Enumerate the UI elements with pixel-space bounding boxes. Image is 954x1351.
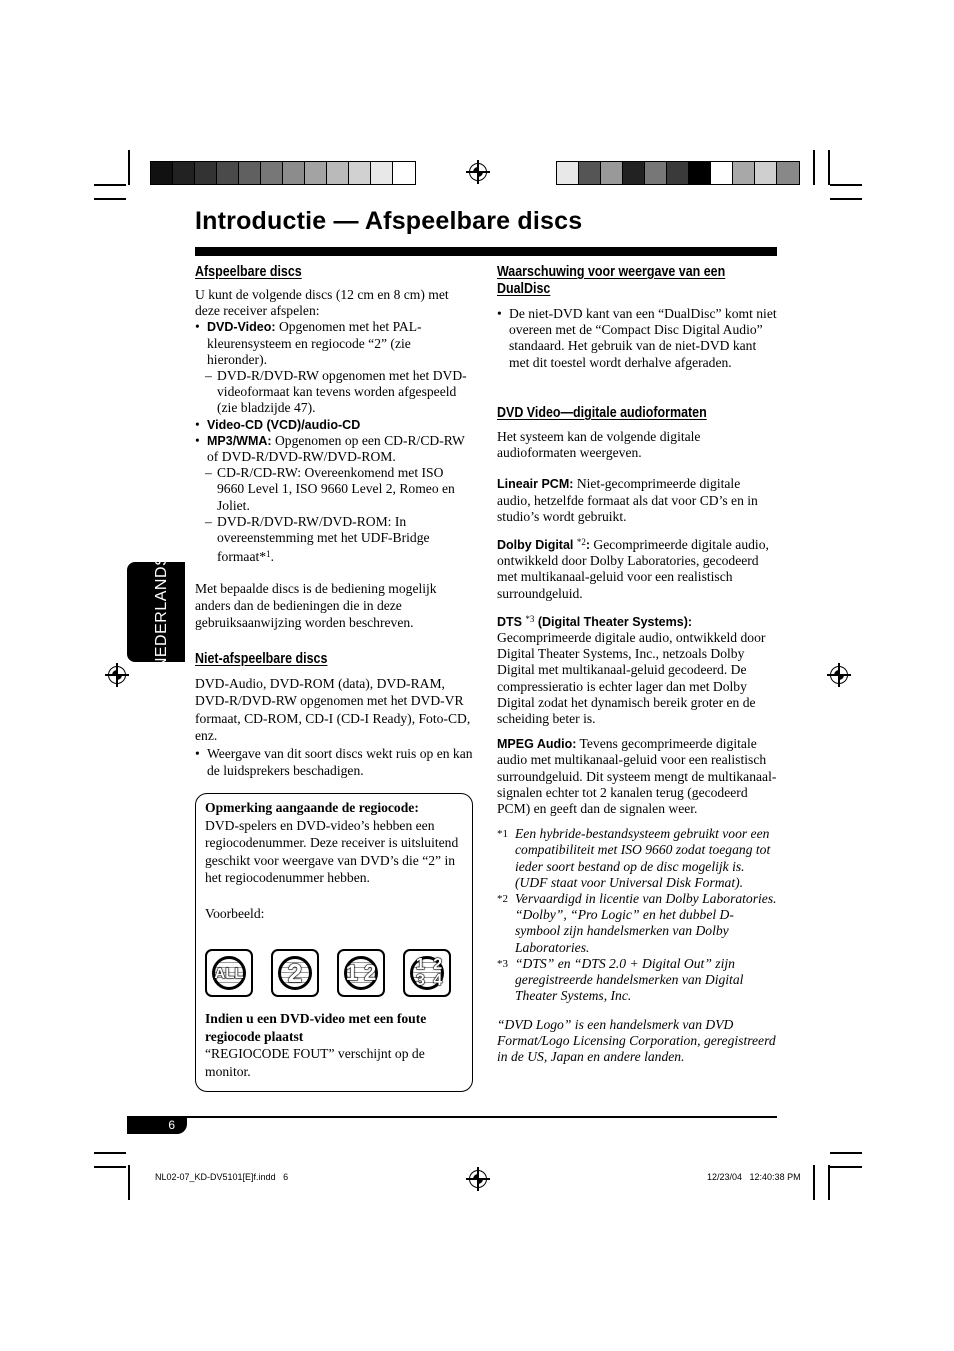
right-column-dualdisc (497, 264, 777, 371)
crop-mark (828, 150, 830, 185)
list-item: • De niet-DVD kant van een “DualDisc” komt niet overeen met de “Compact Disc Digital Audio” standaard. Het gebruik van de niet-DVD kant met dit toestel wordt derhalve afgeraden. (497, 306, 777, 371)
box-text: DVD-spelers en DVD-video’s hebben een regiocodenummer. Deze receiver is uitsluitend geschikt voor weergave van DVD’s die “2” in het regiocodenummer hebben. (205, 817, 459, 886)
region-all-icon: ALL (205, 949, 253, 997)
left-column (195, 264, 473, 565)
crop-mark (828, 1165, 830, 1200)
region-1-2-3-4-icon: 1 2 3 4 (403, 949, 451, 997)
section-heading-audio-formats: DVD Video—digitale audioformaten (497, 405, 707, 421)
footnote-2: *2 Vervaardigd in licentie van Dolby Laboratories. “Dolby”, “Pro Logic” en het dubbel D-symbool zijn handelsmerken van Dolby Laboratories. (497, 891, 777, 955)
color-swatch (755, 162, 777, 184)
section-heading-playable: Afspeelbare discs (195, 264, 302, 280)
color-swatch (601, 162, 623, 184)
color-swatch (327, 162, 349, 184)
left-nonplayable: Niet-afspeelbare discs DVD-Audio, DVD-ROM (data), DVD-RAM, DVD-R/DVD-RW opgenomen met het DVD-VR formaat, CD-ROM, CD-I (CD-I Ready), Foto-CD, enz. • Weergave van dit soort discs wekt ruis op en kan de luidsprekers beschadigen. (195, 651, 473, 779)
crop-mark (830, 1166, 862, 1168)
color-swatch (557, 162, 579, 184)
crop-mark (128, 1165, 130, 1200)
color-swatch (623, 162, 645, 184)
crop-mark (94, 1152, 126, 1154)
example-label: Voorbeeld: (205, 905, 265, 921)
crop-mark (94, 1166, 126, 1168)
right-column-audio: DVD Video—digitale audioformaten Het systeem kan de volgende digitale audioformaten weergeven. Lineair PCM: Niet-gecomprimeerde digitale audio, hetzelfde formaat als dat voor CD’s en in studio’s wordt gebruikt. Dolby Digital $^{*2}$: Gecomprimeerde digitale audio, ontwikkeld door Dolby Laboratories, gecodeerd met multikanaal-geluid voor een realistisch surroundgeluid. DTS $^{*3}$ (Digital Theater Systems): Gecomprimeerde digitale audio, ontwikkeld door Digital Theater Systems, Inc., netzoals Dolby Digital met multikanaal-geluid gecodeerd. De compressieratio is echter lager dan met Dolby Digital zodat het dynamisch bereik groter en de scheiding beter is. MPEG Audio: Tevens gecomprimeerde digitale audio met multikanaal-geluid voor een realistisch surroundgeluid. Dit systeem mengt de multikanaal-signalen echter tot 2 kanalen terug (gecodeerd PCM) en geeft dan de signalen weer. *1 Een hybride-bestandsysteem gebruikt voor een compatibiliteit met ISO 9660 zodat toegang tot ieder soort bestand op de disc mogelijk is. (UDF staat voor Universal Disk Format). *2 Vervaardigd in licentie van Dolby Laboratories. “Dolby”, “Pro Logic” en het dubbel D-symbool zijn handelsmerken van Dolby Laboratories. *3 “DTS” en “DTS 2.0 + Digital Out” zijn geregistreerde handelsmerken van Digital Theater Systems, Inc. “DVD Logo” is een handelsmerk van DVD Format/Logo Licensing Corporation, geregistreerd in de US, Japan en andere landen. (497, 405, 777, 1064)
crop-mark (128, 150, 130, 185)
color-swatch (349, 162, 371, 184)
crop-mark (813, 1165, 815, 1200)
crop-mark (94, 184, 126, 186)
color-swatch (371, 162, 393, 184)
color-swatch (579, 162, 601, 184)
color-calibration-bar-left (150, 161, 416, 185)
dvd-logo-note: “DVD Logo” is een handelsmerk van DVD Format/Logo Licensing Corporation, geregistreerd in de US, Japan en andere landen. (497, 1016, 776, 1064)
registration-mark-icon (108, 666, 126, 684)
sub-list-item: – CD-R/CD-RW: Overeenkomend met ISO 9660 Level 1, ISO 9660 Level 2, Romeo en Joliet. (205, 465, 455, 513)
list-item: • DVD-Video: Opgenomen met het PAL-kleurensysteem en regiocode “2” (zie hieronder). (195, 319, 473, 368)
crop-mark (94, 198, 126, 200)
color-swatch (689, 162, 711, 184)
crop-mark (830, 1152, 862, 1154)
page-title: Introductie — Afspeelbare discs (195, 207, 583, 235)
color-swatch (283, 162, 305, 184)
list-item: • Video-CD (VCD)/audio-CD (195, 417, 473, 433)
color-swatch (151, 162, 173, 184)
footer-datetime: 12/23/04 12:40:38 PM (707, 1172, 801, 1182)
color-swatch (777, 162, 799, 184)
intro-text: U kunt de volgende discs (12 cm en 8 cm) met deze receiver afspelen: (195, 287, 449, 319)
sub-list-item: – DVD-R/DVD-RW/DVD-ROM: In overeenstemming met het UDF-Bridge formaat*$^1$. (205, 513, 430, 565)
footnote-3: *3 “DTS” en “DTS 2.0 + Digital Out” zijn geregistreerde handelsmerken van Digital Theater Systems, Inc. (497, 955, 744, 1004)
color-swatch (733, 162, 755, 184)
format-mpeg: MPEG Audio: Tevens gecomprimeerde digitale audio met multikanaal-geluid voor een realistisch surroundgeluid. Dit systeem mengt de multikanaal-signalen echter tot 2 kanalen terug (gecodeerd PCM) en geeft dan de signalen weer. (497, 736, 777, 817)
color-calibration-bar-right (556, 161, 800, 185)
color-swatch (645, 162, 667, 184)
section-heading-nonplayable: Niet-afspeelbare discs (195, 651, 328, 667)
list-item: • Weergave van dit soort discs wekt ruis op en kan de luidsprekers beschadigen. (195, 745, 473, 780)
page-number: 6 (127, 1117, 187, 1134)
registration-mark-icon (469, 163, 487, 181)
region-icons (205, 949, 475, 999)
region-2-icon: 2 (271, 949, 319, 997)
crop-mark (830, 198, 862, 200)
footnote-1: *1 Een hybride-bestandsysteem gebruikt voor een compatibiliteit met ISO 9660 zodat toegang tot ieder soort bestand op de disc mogelijk is. (UDF staat voor Universal Disk Format). (497, 826, 771, 890)
section-heading-dualdisc: Waarschuwing voor weergave van een DualDisc (497, 264, 726, 297)
color-swatch (217, 162, 239, 184)
registration-mark-icon (830, 666, 848, 684)
crop-mark (813, 150, 815, 185)
color-swatch (711, 162, 733, 184)
color-swatch (173, 162, 195, 184)
list-item: • MP3/WMA: Opgenomen op een CD-R/CD-RW of DVD-R/DVD-RW/DVD-ROM. (195, 433, 473, 465)
warning-heading: Indien u een DVD-video met een foute regiocode plaatst (205, 1011, 427, 1044)
box-heading: Opmerking aangaande de regiocode: (205, 800, 419, 815)
crop-mark (830, 184, 862, 186)
color-swatch (667, 162, 689, 184)
sub-list-item: – DVD-R/DVD-RW opgenomen met het DVD-videoformaat kan tevens worden afgespeeld (zie bladzijde 47). (205, 368, 467, 416)
warning-text: “REGIOCODE FOUT” verschijnt op de monitor. (205, 1046, 425, 1079)
registration-mark-icon (469, 1170, 487, 1188)
title-rule (195, 247, 777, 256)
region-code-note-box (195, 793, 473, 1092)
color-swatch (393, 162, 415, 184)
left-note: Met bepaalde discs is de bediening mogelijk anders dan de bedieningen die in deze gebruiksaanwijzing worden beschreven. (195, 581, 437, 631)
format-lpcm: Lineair PCM: Niet-gecomprimeerde digitale audio, hetzelfde formaat als dat voor CD’s en in studio’s wordt gebruikt. (497, 476, 758, 524)
footer-filename: NL02-07_KD-DV5101[E]f.indd 6 (155, 1172, 289, 1182)
color-swatch (195, 162, 217, 184)
format-dolby: Dolby Digital $^{*2}$: Gecomprimeerde digitale audio, ontwikkeld door Dolby Laboratories, gecodeerd met multikanaal-geluid voor een realistisch surroundgeluid. (497, 537, 769, 601)
page-rule (127, 1116, 777, 1118)
color-swatch (305, 162, 327, 184)
language-tab-label: NEDERLANDS (153, 554, 170, 670)
color-swatch (261, 162, 283, 184)
color-swatch (239, 162, 261, 184)
region-1-2-icon: 1 2 (337, 949, 385, 997)
format-dts: DTS $^{*3}$ (Digital Theater Systems): Gecomprimeerde digitale audio, ontwikkeld door Digital Theater Systems, Inc., netzoals Dolby Digital met multikanaal-geluid gecodeerd. De compressieratio is echter lager dan met Dolby Digital zodat het dynamisch bereik groter en de scheiding beter is. (497, 613, 766, 727)
